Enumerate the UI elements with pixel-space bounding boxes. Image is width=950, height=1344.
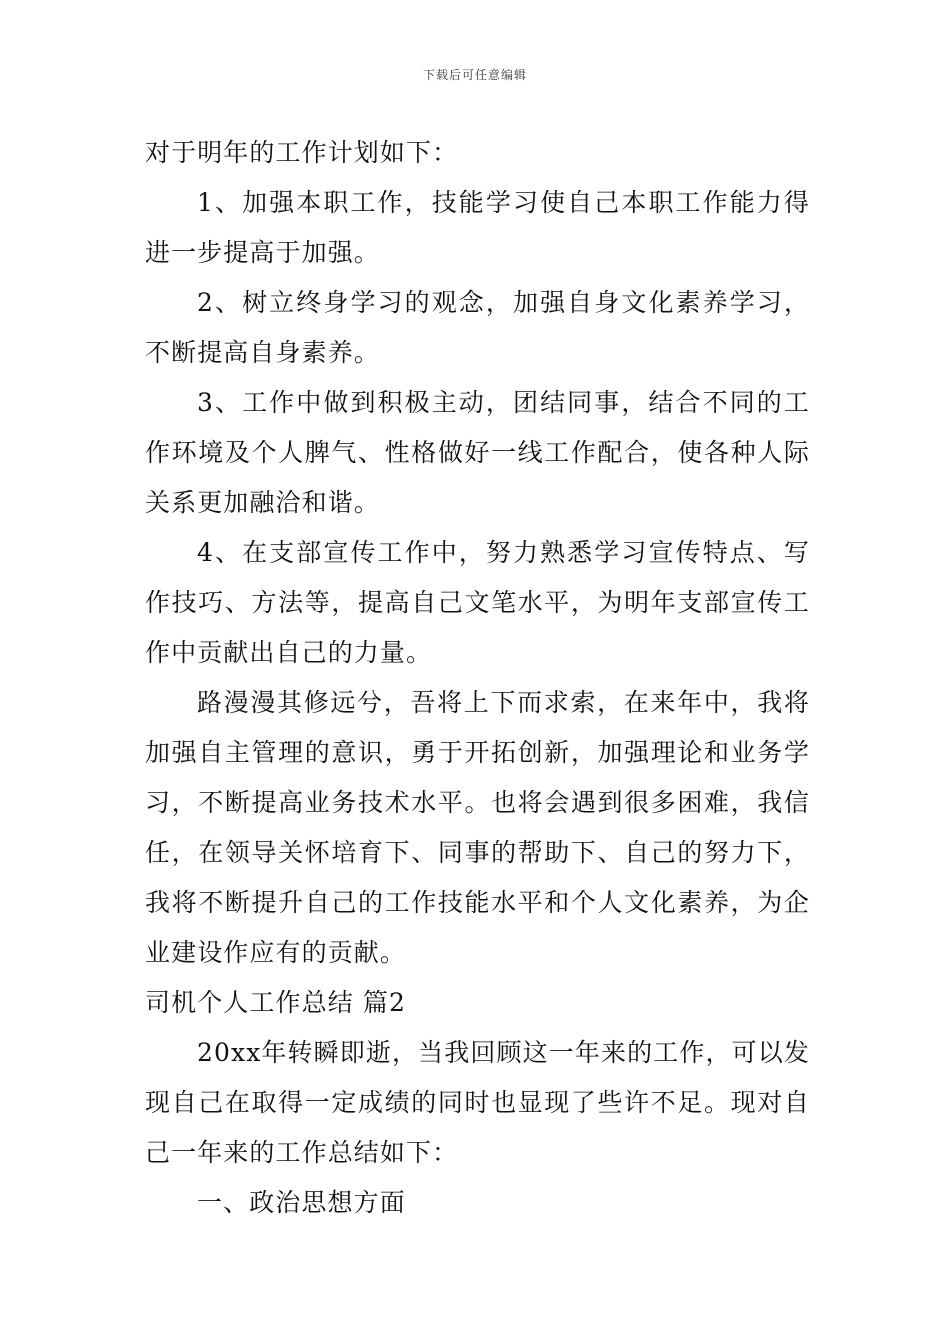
section-title: 司机个人工作总结 篇2 [145,988,406,1017]
summary-intro: 20xx年转瞬即逝，当我回顾这一年来的工作，可以发现自己在取得一定成绩的同时也显现了些许不足。现对自己一年来的工作总结如下： [145,1038,810,1167]
plan-item-1: 1、加强本职工作，技能学习使自己本职工作能力得进一步提高于加强。 [145,188,810,267]
page-header-note: 下载后可任意编辑 [422,68,527,82]
document-body [145,128,810,1228]
plan-item-4: 4、在支部宣传工作中，努力熟悉学习宣传特点、写作技巧、方法等，提高自己文笔水平，为明年支部宣传工作中贡献出自己的力量。 [145,538,810,667]
plan-item-3: 3、工作中做到积极主动，团结同事，结合不同的工作环境及个人脾气、性格做好一线工作配合，使各种人际关系更加融洽和谐。 [145,388,810,517]
subsection-heading: 一、政治思想方面 [197,1188,406,1217]
plan-item-2: 2、树立终身学习的观念，加强自身文化素养学习，不断提高自身素养。 [145,288,810,367]
plan-intro: 对于明年的工作计划如下： [145,138,459,167]
closing-paragraph: 路漫漫其修远兮，吾将上下而求索，在来年中，我将加强自主管理的意识，勇于开拓创新，加强理论和业务学习，不断提高业务技术水平。也将会遇到很多困难，我信任，在领导关怀培育下、同事的帮助下、自己的努力下，我将不断提升自己的工作技能水平和个人文化素养，为企业建设作应有的贡献。 [145,688,810,967]
